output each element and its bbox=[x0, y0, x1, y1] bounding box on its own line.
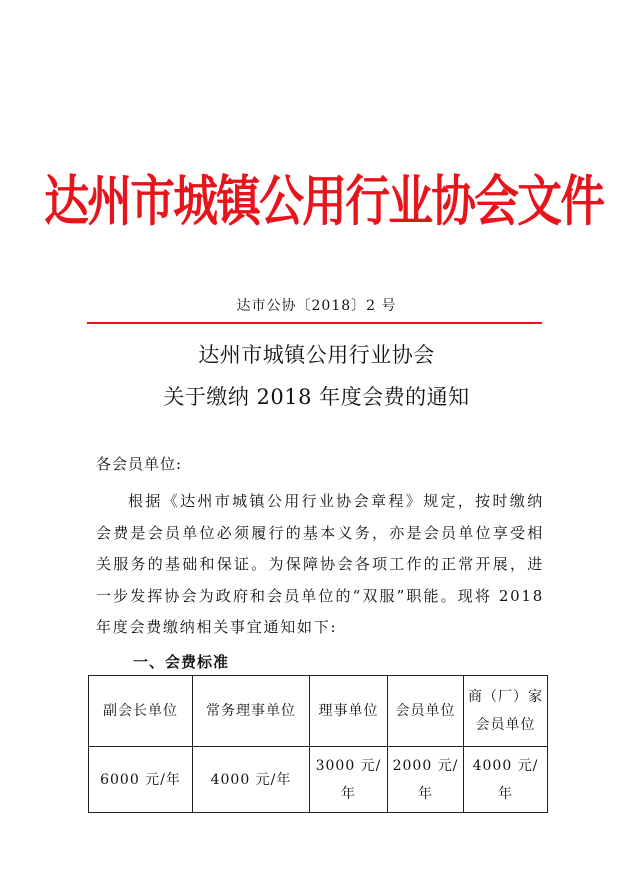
fee-standard-table bbox=[88, 675, 548, 813]
notice-title-line-2: 关于缴纳 2018 年度会费的通知 bbox=[163, 385, 470, 409]
section-heading-fee-standard: 一、会费标准 bbox=[133, 653, 230, 671]
body-paragraph: 根据《达州市城镇公用行业协会章程》规定，按时缴纳会费是会员单位必须履行的基本义务，亦是会员单位享受相关服务的基础和保证。为保障协会各项工作的正常开展，进一步发挥协会为政府和会员单位的“双服”职能。现将 2018 年度会费缴纳相关事宜通知如下: bbox=[96, 492, 544, 637]
header-standing-director-unit: 常务理事单位 bbox=[193, 676, 310, 747]
fee-member-unit: 2000 元/年 bbox=[388, 747, 464, 813]
header-vice-president-unit: 副会长单位 bbox=[89, 676, 193, 747]
fee-director-unit: 3000 元/年 bbox=[310, 747, 388, 813]
red-divider-line bbox=[87, 322, 542, 324]
table-header-row bbox=[89, 676, 548, 747]
header-merchant-member-unit: 商（厂）家会员单位 bbox=[464, 676, 548, 747]
fee-vice-president-unit: 6000 元/年 bbox=[89, 747, 193, 813]
document-number: 达市公协〔2018〕2 号 bbox=[236, 298, 397, 314]
header-director-unit: 理事单位 bbox=[310, 676, 388, 747]
fee-merchant-member-unit: 4000 元/年 bbox=[464, 747, 548, 813]
fee-standing-director-unit: 4000 元/年 bbox=[193, 747, 310, 813]
salutation: 各会员单位: bbox=[96, 455, 183, 473]
table-row bbox=[89, 747, 548, 813]
header-member-unit: 会员单位 bbox=[388, 676, 464, 747]
notice-title-line-1: 达州市城镇公用行业协会 bbox=[198, 343, 435, 367]
masthead-title: 达州市城镇公用行业协会文件 bbox=[44, 170, 604, 234]
